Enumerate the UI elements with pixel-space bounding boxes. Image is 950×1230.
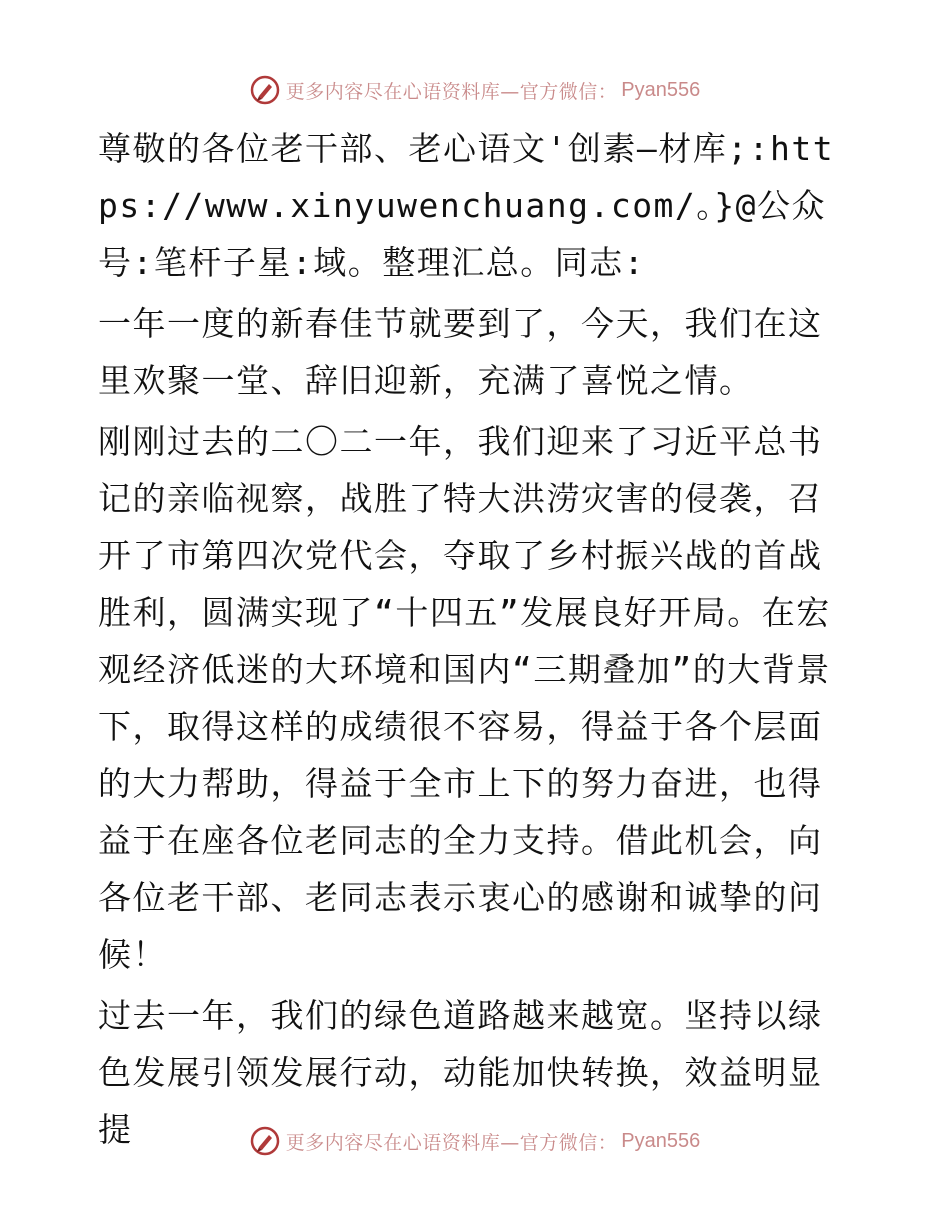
pen-logo-icon (250, 1126, 280, 1156)
watermark-wechat-id: Pyan556 (621, 78, 701, 101)
paragraph-review: 刚刚过去的二〇二一年，我们迎来了习近平总书记的亲临视察，战胜了特大洪涝灾害的侵袭，召开了市第四次党代会，夺取了乡村振兴战的首战胜利，圆满实现了“十四五”发展良好开局。在宏观经济低迷的大环境和国内“三期叠加”的大背景下，取得这样的成绩很不容易，得益于各个层面的大力帮助，得益于全市上下的努力奋进，也得益于在座各位老同志的全力支持。借此机会，向各位老干部、老同志表示衷心的感谢和诚挚的问候！ (98, 422, 831, 974)
watermark-text: 更多内容尽在心语资料库—官方微信： (285, 1131, 618, 1154)
paragraph-greeting: 一年一度的新春佳节就要到了，今天，我们在这里欢聚一堂、辞旧迎新，充满了喜悦之情。 (98, 304, 823, 400)
footer-watermark (0, 1121, 950, 1161)
pen-logo-icon (250, 75, 280, 105)
paragraph-salutation: 尊敬的各位老干部、老心语文'创素—材库;:https://www.xinyuwenchuang.com/。}@公众号:笔杆子星:域。整理汇总。同志: (98, 129, 835, 282)
watermark-wechat-id: Pyan556 (621, 1129, 701, 1152)
watermark-text: 更多内容尽在心语资料库—官方微信： (285, 80, 618, 103)
header-watermark (0, 70, 950, 110)
paragraph-green-development: 过去一年，我们的绿色道路越来越宽。坚持以绿色发展引领发展行动，动能加快转换，效益明显提 (98, 996, 823, 1149)
document-body (98, 120, 850, 1162)
